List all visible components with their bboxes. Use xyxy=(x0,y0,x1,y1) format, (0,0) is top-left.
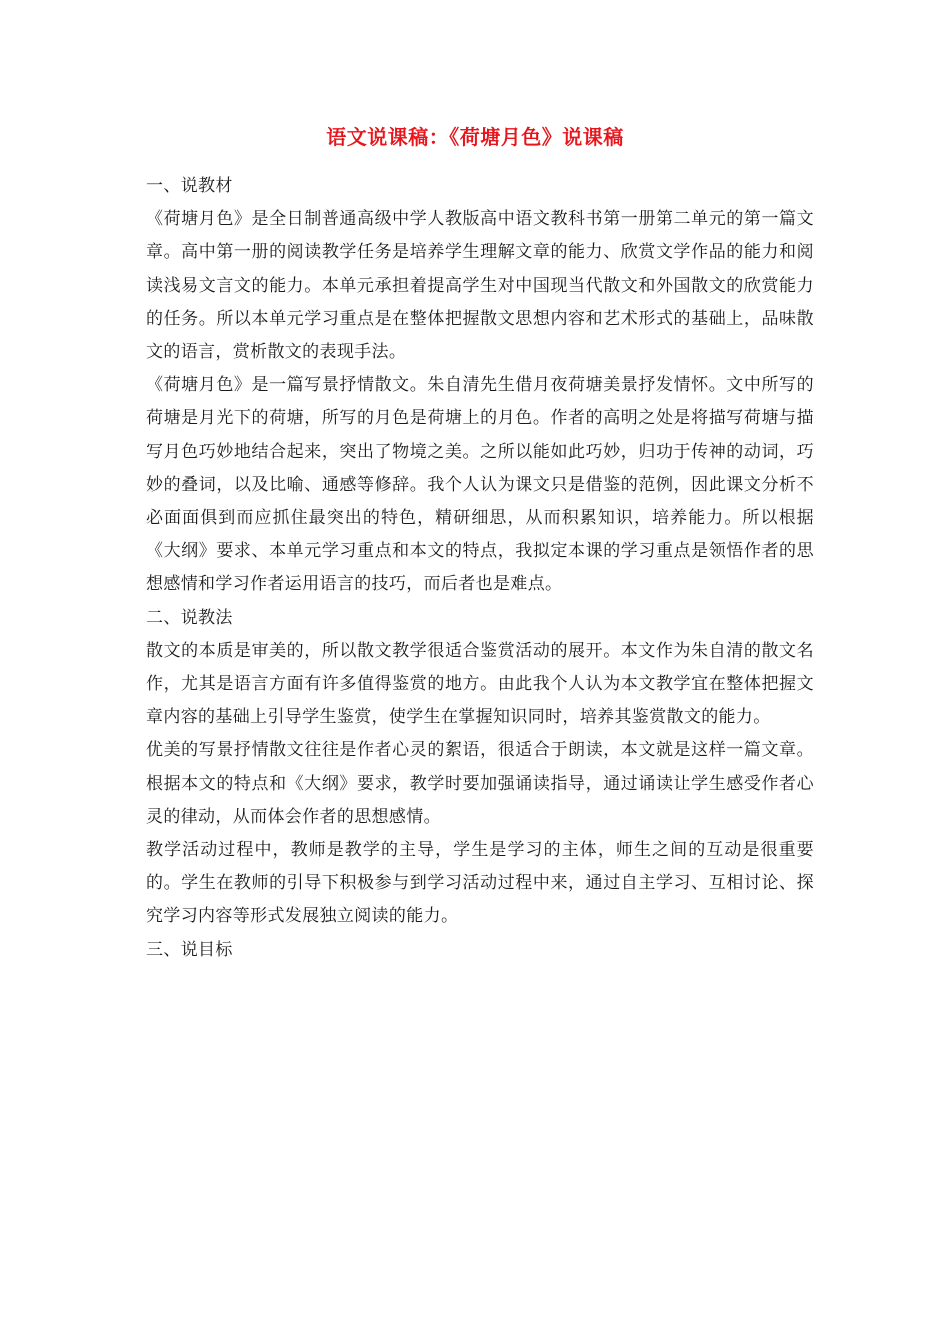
paragraph: 优美的写景抒情散文往往是作者心灵的絮语，很适合于朗读，本文就是这样一篇文章。根据本文的特点和《大纲》要求，教学时要加强诵读指导，通过诵读让学生感受作者心灵的律动，从而体会作者的思想感情。 xyxy=(146,740,814,827)
section-heading-objectives: 三、说目标 xyxy=(146,939,233,960)
paragraph: 《荷塘月色》是一篇写景抒情散文。朱自清先生借月夜荷塘美景抒发情怀。文中所写的荷塘是月光下的荷塘，所写的月色是荷塘上的月色。作者的高明之处是将描写荷塘与描写月色巧妙地结合起来，突出了物境之美。之所以能如此巧妙，归功于传神的动词，巧妙的叠词，以及比喻、通感等修辞。我个人认为课文只是借鉴的范例，因此课文分析不必面面俱到而应抓住最突出的特色，精研细思，从而积累知识，培养能力。所以根据《大纲》要求、本单元学习重点和本文的特点，我拟定本课的学习重点是领悟作者的思想感情和学习作者运用语言的技巧，而后者也是难点。 xyxy=(146,375,814,595)
document-body xyxy=(146,170,814,967)
section-heading-teaching-method: 二、说教法 xyxy=(146,607,233,628)
paragraph: 《荷塘月色》是全日制普通高级中学人教版高中语文教科书第一册第二单元的第一篇文章。高中第一册的阅读教学任务是培养学生理解文章的能力、欣赏文学作品的能力和阅读浅易文言文的能力。本单元承担着提高学生对中国现当代散文和外国散文的欣赏能力的任务。所以本单元学习重点是在整体把握散文思想内容和艺术形式的基础上，品味散文的语言，赏析散文的表现手法。 xyxy=(146,209,814,363)
page-title: 语文说课稿：《荷塘月色》说课稿 xyxy=(326,125,624,149)
section-heading-textbook: 一、说教材 xyxy=(146,176,233,196)
paragraph: 教学活动过程中，教师是教学的主导，学生是学习的主体，师生之间的互动是很重要的。学生在教师的引导下积极参与到学习活动过程中来，通过自主学习、互相讨论、探究学习内容等形式发展独立阅读的能力。 xyxy=(146,840,814,927)
paragraph: 散文的本质是审美的，所以散文教学很适合鉴赏活动的展开。本文作为朱自清的散文名作，尤其是语言方面有许多值得鉴赏的地方。由此我个人认为本文教学宜在整体把握文章内容的基础上引导学生鉴赏，使学生在掌握知识同时，培养其鉴赏散文的能力。 xyxy=(146,640,814,728)
